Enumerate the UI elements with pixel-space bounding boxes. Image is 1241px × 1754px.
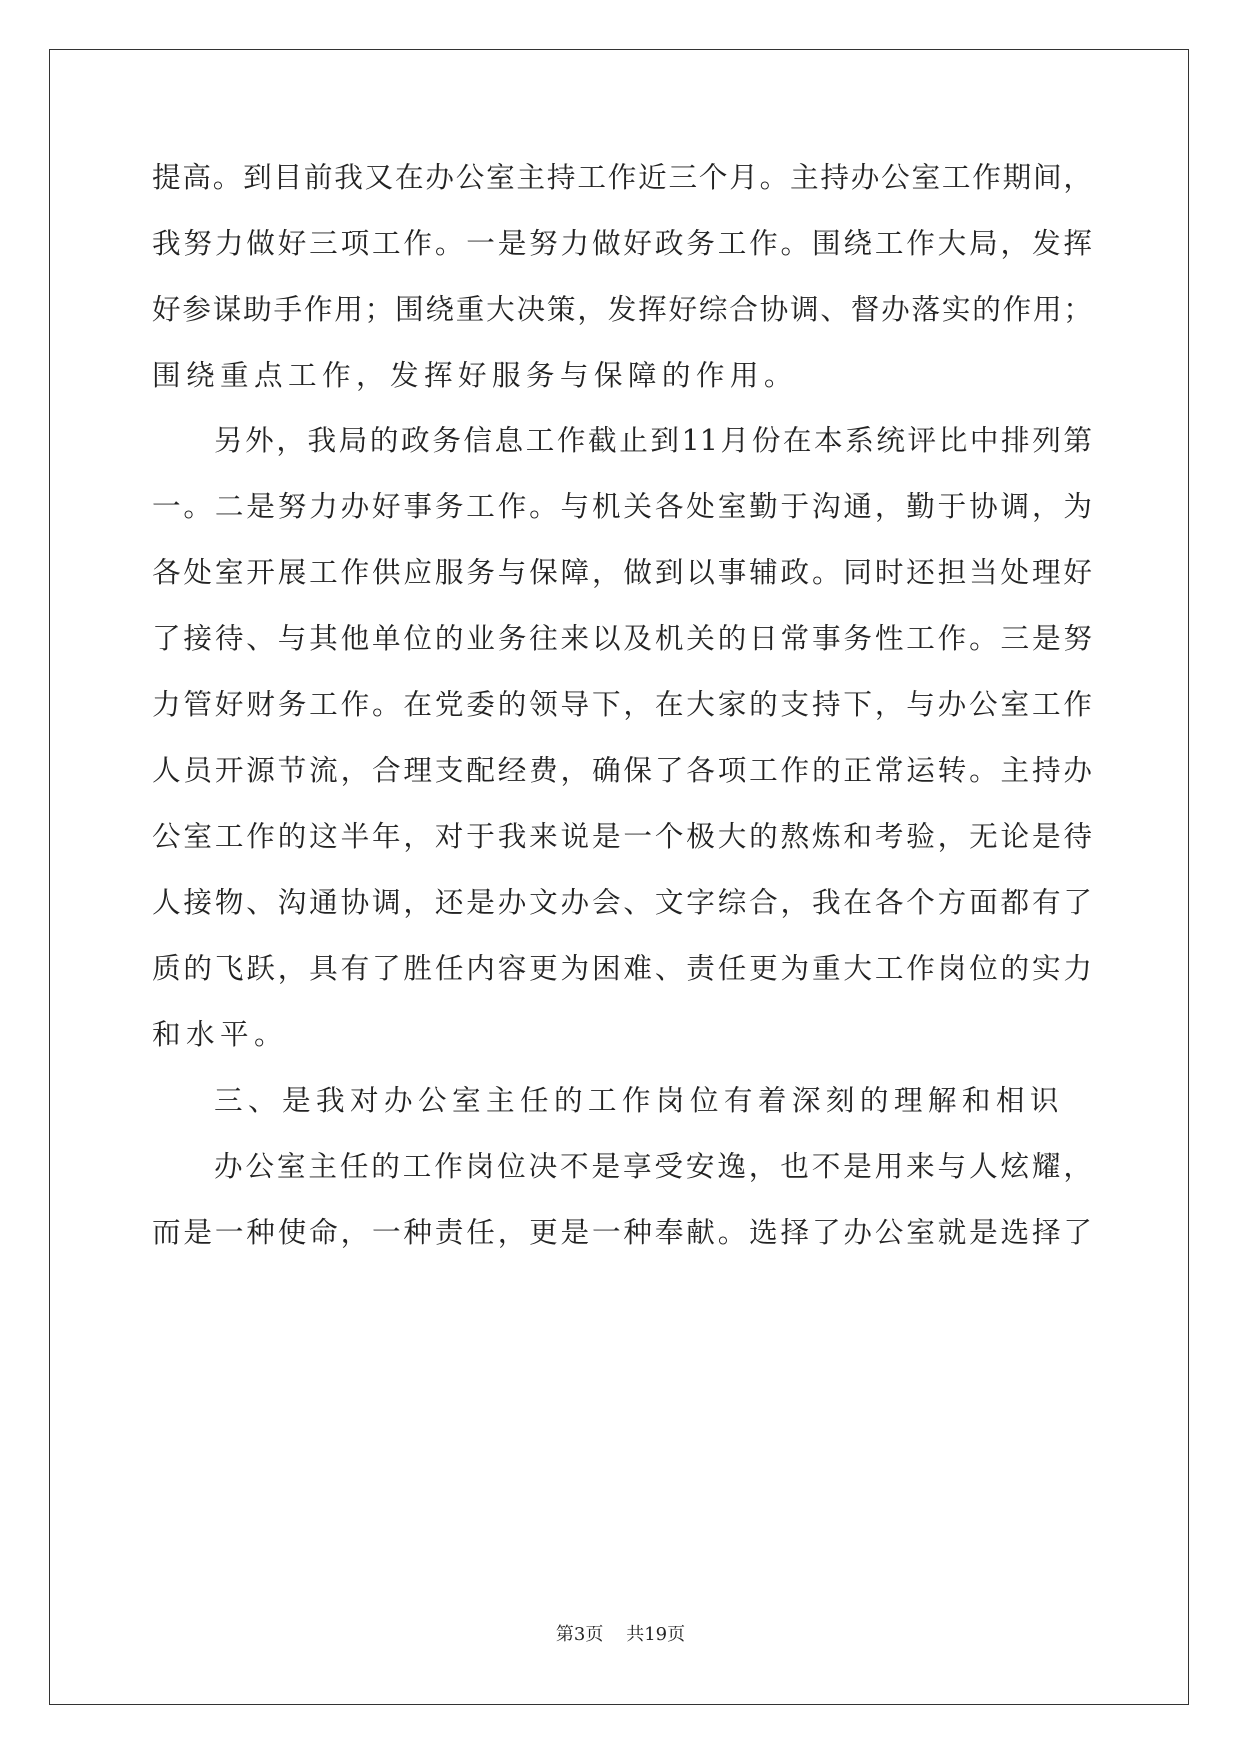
- paragraph-line: 办公室主任的工作岗位决不是享受安逸，也不是用来与人炫耀，: [214, 1149, 1092, 1183]
- paragraph-line: 围绕重点工作，发挥好服务与保障的作用。: [152, 358, 798, 392]
- section-heading: 三、是我对办公室主任的工作岗位有着深刻的理解和相识: [214, 1083, 1064, 1117]
- paragraph-line: 而是一种使命，一种责任，更是一种奉献。选择了办公室就是选择了: [152, 1215, 1092, 1249]
- paragraph-line: 一。二是努力办好事务工作。与机关各处室勤于沟通，勤于协调，为: [152, 489, 1092, 523]
- paragraph-line: 人接物、沟通协调，还是办文办会、文字综合，我在各个方面都有了: [152, 885, 1092, 919]
- paragraph-line: 我努力做好三项工作。一是努力做好政务工作。围绕工作大局，发挥: [152, 226, 1092, 260]
- page-total: 共19页: [626, 1624, 686, 1645]
- paragraph-line: 公室工作的这半年，对于我来说是一个极大的熬炼和考验，无论是待: [152, 819, 1092, 853]
- paragraph-line: 好参谋助手作用；围绕重大决策，发挥好综合协调、督办落实的作用；: [152, 292, 1092, 326]
- page-footer: [0, 1623, 1241, 1647]
- paragraph-line: 提高。到目前我又在办公室主持工作近三个月。主持办公室工作期间，: [152, 160, 1092, 194]
- paragraph-line: 人员开源节流，合理支配经费，确保了各项工作的正常运转。主持办: [152, 753, 1092, 787]
- paragraph-line: 了接待、与其他单位的业务往来以及机关的日常事务性工作。三是努: [152, 621, 1092, 655]
- paragraph-line: 另外，我局的政务信息工作截止到11月份在本系统评比中排列第: [214, 423, 1092, 457]
- paragraph-line: 和水平。: [152, 1017, 288, 1051]
- paragraph-line: 力管好财务工作。在党委的领导下，在大家的支持下，与办公室工作: [152, 687, 1092, 721]
- paragraph-line: 各处室开展工作供应服务与保障，做到以事辅政。同时还担当处理好: [152, 555, 1092, 589]
- page-number: 第3页: [555, 1624, 604, 1645]
- paragraph-line: 质的飞跃，具有了胜任内容更为困难、责任更为重大工作岗位的实力: [152, 951, 1092, 985]
